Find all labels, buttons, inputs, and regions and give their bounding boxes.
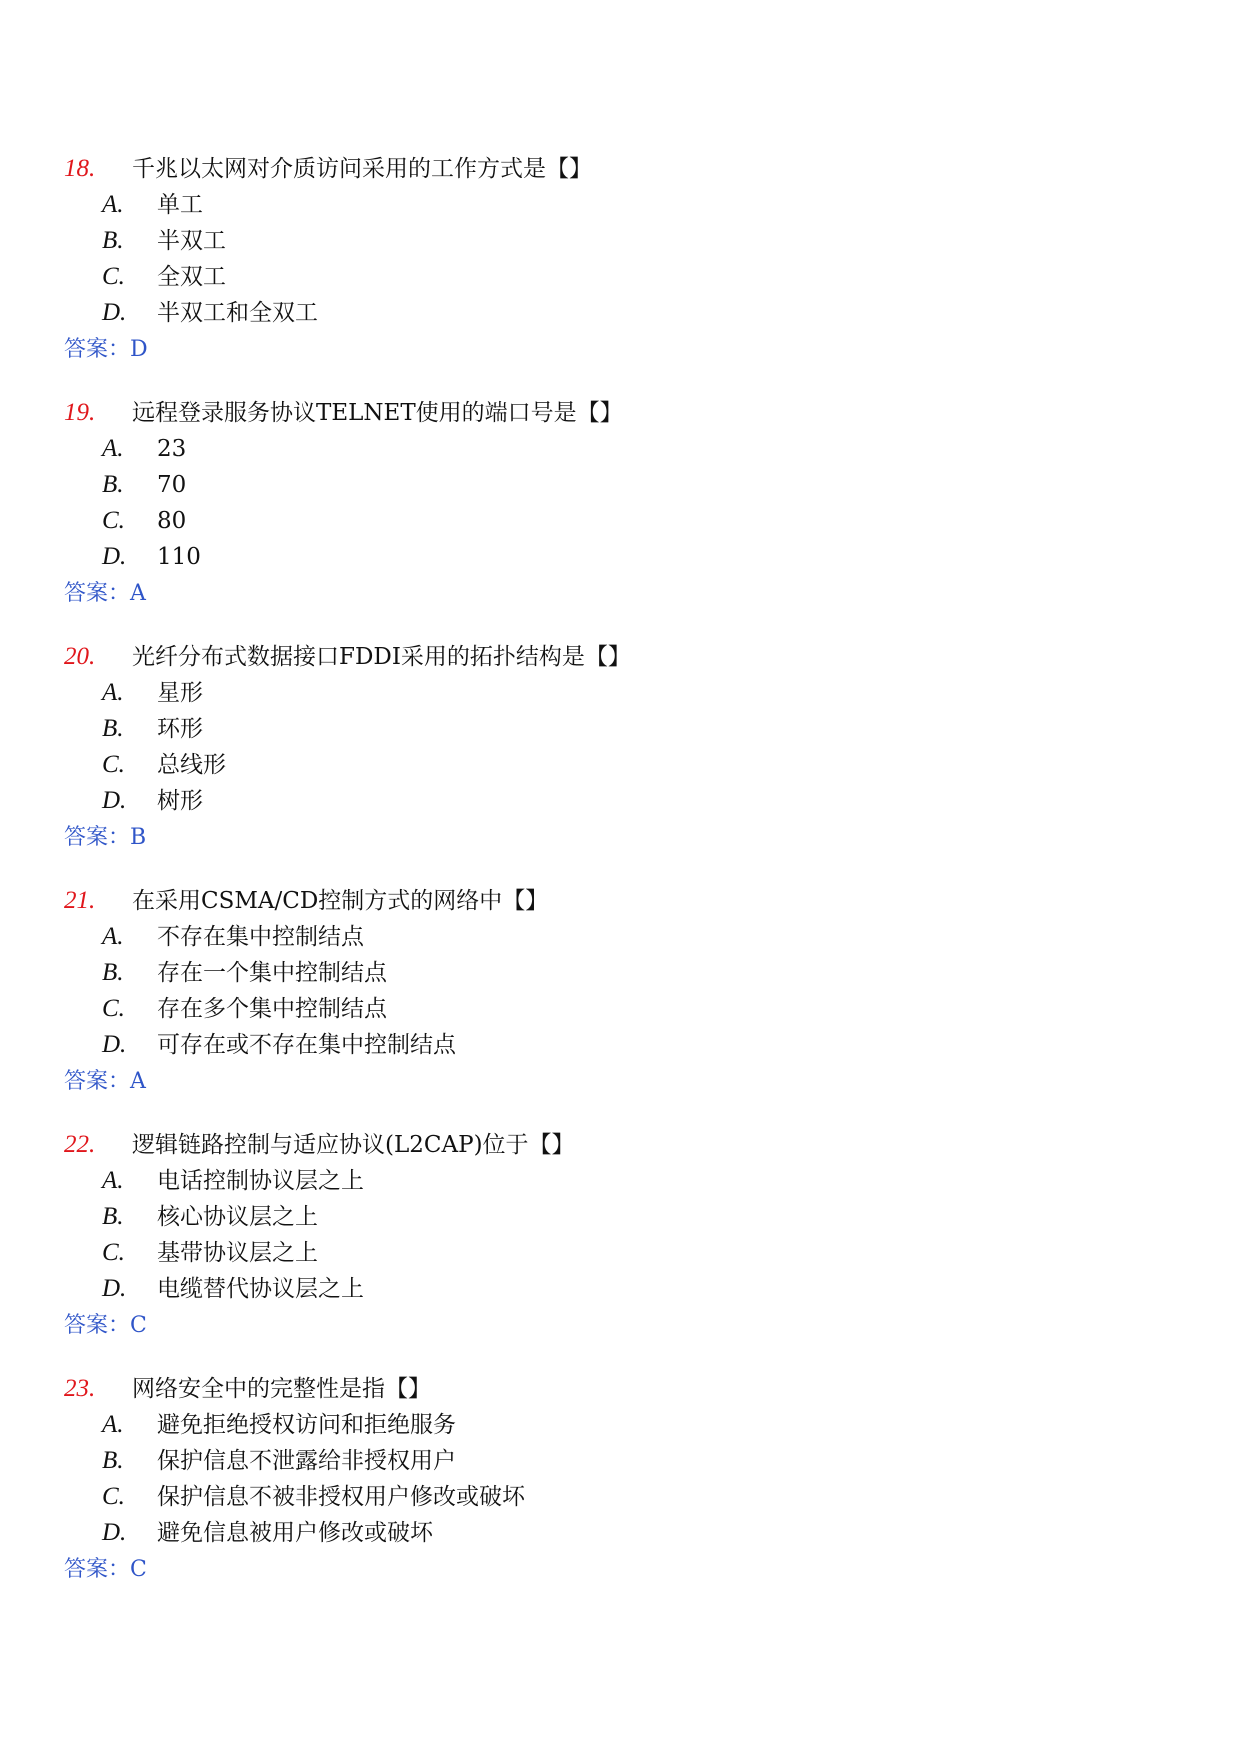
option-text: 全双工 bbox=[157, 264, 226, 290]
option-letter: A. bbox=[102, 435, 124, 462]
question-line bbox=[64, 396, 623, 430]
option-b bbox=[102, 1444, 456, 1478]
option-d bbox=[102, 540, 201, 574]
question-text: 在采用CSMA/CD控制方式的网络中【】 bbox=[132, 888, 549, 914]
question-line bbox=[64, 1128, 575, 1162]
option-a bbox=[102, 1164, 364, 1198]
option-text: 避免信息被用户修改或破坏 bbox=[157, 1520, 433, 1546]
answer-line: 答案：C bbox=[64, 1313, 147, 1338]
question-line bbox=[64, 1372, 431, 1406]
option-b bbox=[102, 1200, 318, 1234]
option-letter: B. bbox=[102, 1203, 124, 1230]
option-letter: C. bbox=[102, 507, 125, 534]
answer-line: 答案：A bbox=[64, 581, 146, 606]
option-text: 单工 bbox=[157, 192, 203, 218]
option-text: 总线形 bbox=[157, 752, 226, 778]
option-letter: C. bbox=[102, 751, 125, 778]
option-c bbox=[102, 748, 226, 782]
option-text: 存在一个集中控制结点 bbox=[157, 960, 387, 986]
question-number: 22. bbox=[64, 1131, 96, 1158]
question-text: 逻辑链路控制与适应协议(L2CAP)位于【】 bbox=[132, 1132, 575, 1158]
answer-line: 答案：C bbox=[64, 1557, 147, 1582]
option-b bbox=[102, 224, 226, 258]
option-text: 核心协议层之上 bbox=[157, 1204, 318, 1230]
option-letter: B. bbox=[102, 1447, 124, 1474]
question-number: 19. bbox=[64, 399, 96, 426]
option-text: 树形 bbox=[157, 788, 203, 814]
option-d bbox=[102, 296, 318, 330]
question-number: 23. bbox=[64, 1375, 96, 1402]
option-letter: D. bbox=[102, 787, 127, 814]
option-letter: B. bbox=[102, 227, 124, 254]
option-b bbox=[102, 956, 387, 990]
option-letter: C. bbox=[102, 995, 125, 1022]
option-text: 基带协议层之上 bbox=[157, 1240, 318, 1266]
question-text: 远程登录服务协议TELNET使用的端口号是【】 bbox=[132, 400, 623, 426]
answer-line: 答案：B bbox=[64, 825, 147, 850]
option-letter: B. bbox=[102, 959, 124, 986]
option-text: 不存在集中控制结点 bbox=[157, 924, 364, 950]
option-letter: A. bbox=[102, 679, 124, 706]
option-text: 半双工和全双工 bbox=[157, 300, 318, 326]
option-a bbox=[102, 1408, 456, 1442]
option-text: 电缆替代协议层之上 bbox=[157, 1276, 364, 1302]
option-d bbox=[102, 784, 203, 818]
option-a bbox=[102, 188, 203, 222]
option-letter: A. bbox=[102, 1411, 124, 1438]
option-a bbox=[102, 920, 364, 954]
option-letter: A. bbox=[102, 1167, 124, 1194]
option-text: 保护信息不被非授权用户修改或破坏 bbox=[157, 1484, 525, 1510]
question-text: 千兆以太网对介质访问采用的工作方式是【】 bbox=[132, 156, 592, 182]
option-c bbox=[102, 1480, 525, 1514]
question-number: 20. bbox=[64, 643, 96, 670]
option-letter: D. bbox=[102, 1031, 127, 1058]
option-letter: C. bbox=[102, 1239, 125, 1266]
option-letter: B. bbox=[102, 715, 124, 742]
option-text: 保护信息不泄露给非授权用户 bbox=[157, 1448, 456, 1474]
question-text: 光纤分布式数据接口FDDI采用的拓扑结构是【】 bbox=[132, 644, 631, 670]
option-b bbox=[102, 712, 203, 746]
option-text: 110 bbox=[157, 544, 201, 570]
option-letter: D. bbox=[102, 543, 127, 570]
option-text: 半双工 bbox=[157, 228, 226, 254]
option-c bbox=[102, 992, 387, 1026]
option-d bbox=[102, 1516, 433, 1550]
option-a bbox=[102, 676, 203, 710]
question-number: 21. bbox=[64, 887, 96, 914]
question-number: 18. bbox=[64, 155, 96, 182]
option-c bbox=[102, 1236, 318, 1270]
option-a bbox=[102, 432, 186, 466]
option-text: 存在多个集中控制结点 bbox=[157, 996, 387, 1022]
option-letter: B. bbox=[102, 471, 124, 498]
question-text: 网络安全中的完整性是指【】 bbox=[132, 1376, 431, 1402]
answer-line: 答案：D bbox=[64, 337, 148, 362]
question-line bbox=[64, 640, 631, 674]
option-letter: A. bbox=[102, 191, 124, 218]
option-b bbox=[102, 468, 186, 502]
option-letter: D. bbox=[102, 299, 127, 326]
option-text: 避免拒绝授权访问和拒绝服务 bbox=[157, 1412, 456, 1438]
option-letter: C. bbox=[102, 1483, 125, 1510]
option-text: 星形 bbox=[157, 680, 203, 706]
option-text: 70 bbox=[157, 472, 187, 498]
option-d bbox=[102, 1028, 456, 1062]
question-line bbox=[64, 152, 592, 186]
option-letter: D. bbox=[102, 1275, 127, 1302]
option-letter: A. bbox=[102, 923, 124, 950]
option-text: 23 bbox=[157, 436, 187, 462]
option-c bbox=[102, 504, 186, 538]
option-text: 可存在或不存在集中控制结点 bbox=[157, 1032, 456, 1058]
answer-line: 答案：A bbox=[64, 1069, 146, 1094]
option-text: 环形 bbox=[157, 716, 203, 742]
option-d bbox=[102, 1272, 364, 1306]
option-letter: C. bbox=[102, 263, 125, 290]
question-line bbox=[64, 884, 548, 918]
option-text: 80 bbox=[157, 508, 187, 534]
option-text: 电话控制协议层之上 bbox=[157, 1168, 364, 1194]
option-c bbox=[102, 260, 226, 294]
option-letter: D. bbox=[102, 1519, 127, 1546]
